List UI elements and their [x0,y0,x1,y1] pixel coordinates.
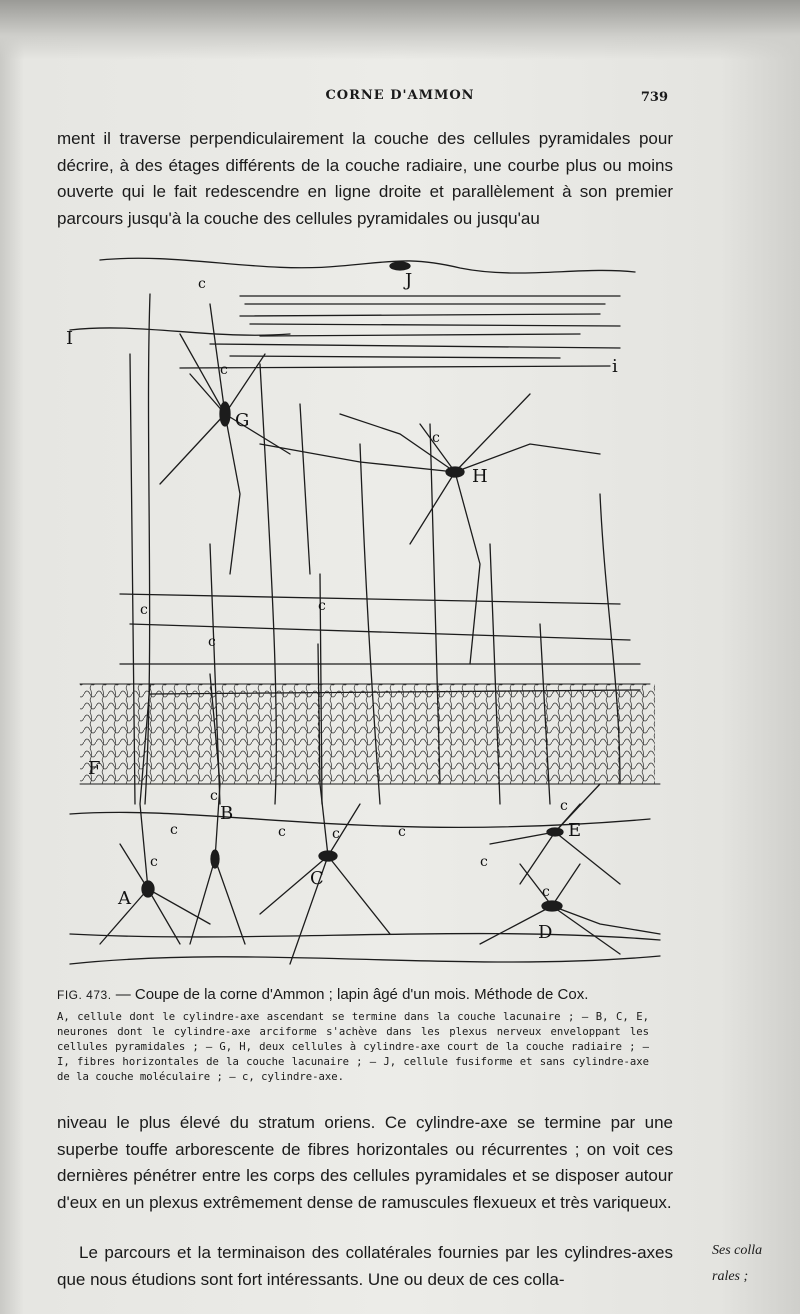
figure-caption-body: A, cellule dont le cylindre-axe ascendant se termine dans la couche lacunaire ; — B, C, E, neurones dont le cylindre-axe arciforme s'achève dans les plexus nerveux enveloppant les cellules pyramidales ; — G, H, deux cellules à cylindre-axe court de la couche radiaire ; — I, fibres horizontales de la couche lacunaire ; — J, cellule fusiforme et sans cylindre-axe de la couche moléculaire ; — c, cylindre-axe. [57,1011,649,1083]
label-J: J [405,270,413,291]
label-i: i [612,356,618,377]
label-H: H [472,466,488,487]
margin-note [712,1238,798,1290]
label-B: B [220,803,234,824]
label-C: C [310,868,324,889]
label-c-11: c [332,826,340,842]
label-c-12: c [398,824,406,840]
figure-number: FIG. 473. [57,988,112,1002]
paragraph-bottom: niveau le plus élevé du stratum oriens. Ce cylindre-axe se termine par une superbe touffe arborescente de fibres horizontales ou récurrentes ; on voit ces dernières pénétrer entre les corps des cellules pyramidales et se disposer autour d'eux en un plexus extrêmement dense de ramuscules flexueux et très variqueux. [57,1113,673,1212]
label-c-14: c [560,798,568,814]
paragraph-last: Le parcours et la terminaison des collatérales fournies par les cylindres-axes que nous étudions sont fort intéressants. Une ou deux de ces colla- [57,1243,673,1289]
label-G: G [235,410,250,431]
label-c-7: c [210,788,218,804]
neuron-drawing [60,244,680,980]
figure-title: — Coupe de la corne d'Ammon ; lapin âgé d'un mois. Méthode de Cox. [115,986,589,1003]
label-D: D [538,922,553,943]
figure-caption-title [57,986,673,1003]
paragraph-top: ment il traverse perpendiculairement la couche des cellules pyramidales pour décrire, à des étages différents de la couche radiaire, une courbe plus ou moins ouverte qui le fait redescendre en ligne droite et parallèlement à son premier parcours jusqu'à la couche des cellules pyramidales ou jusqu'au [57,129,673,228]
margin-note-line-2: rales ; [712,1269,749,1284]
label-c-8: c [170,822,178,838]
label-c-1: c [198,276,206,292]
label-c-4: c [140,602,148,618]
figure-473 [60,244,680,980]
label-c-15: c [542,884,550,900]
label-c-13: c [480,854,488,870]
label-I: I [66,328,74,349]
running-title: CORNE D'AMMON [325,88,475,103]
label-c-5: c [318,598,326,614]
label-F: F [88,758,101,779]
label-A: A [118,888,131,909]
label-c-3: c [432,430,440,446]
label-c-9: c [150,854,158,870]
label-c-2: c [220,362,228,378]
page-number: 739 [640,90,668,105]
label-E: E [568,820,582,841]
label-c-6: c [208,634,216,650]
label-c-10: c [278,824,286,840]
margin-note-line-1: Ses colla [712,1243,763,1258]
scan-shadow [0,0,800,60]
